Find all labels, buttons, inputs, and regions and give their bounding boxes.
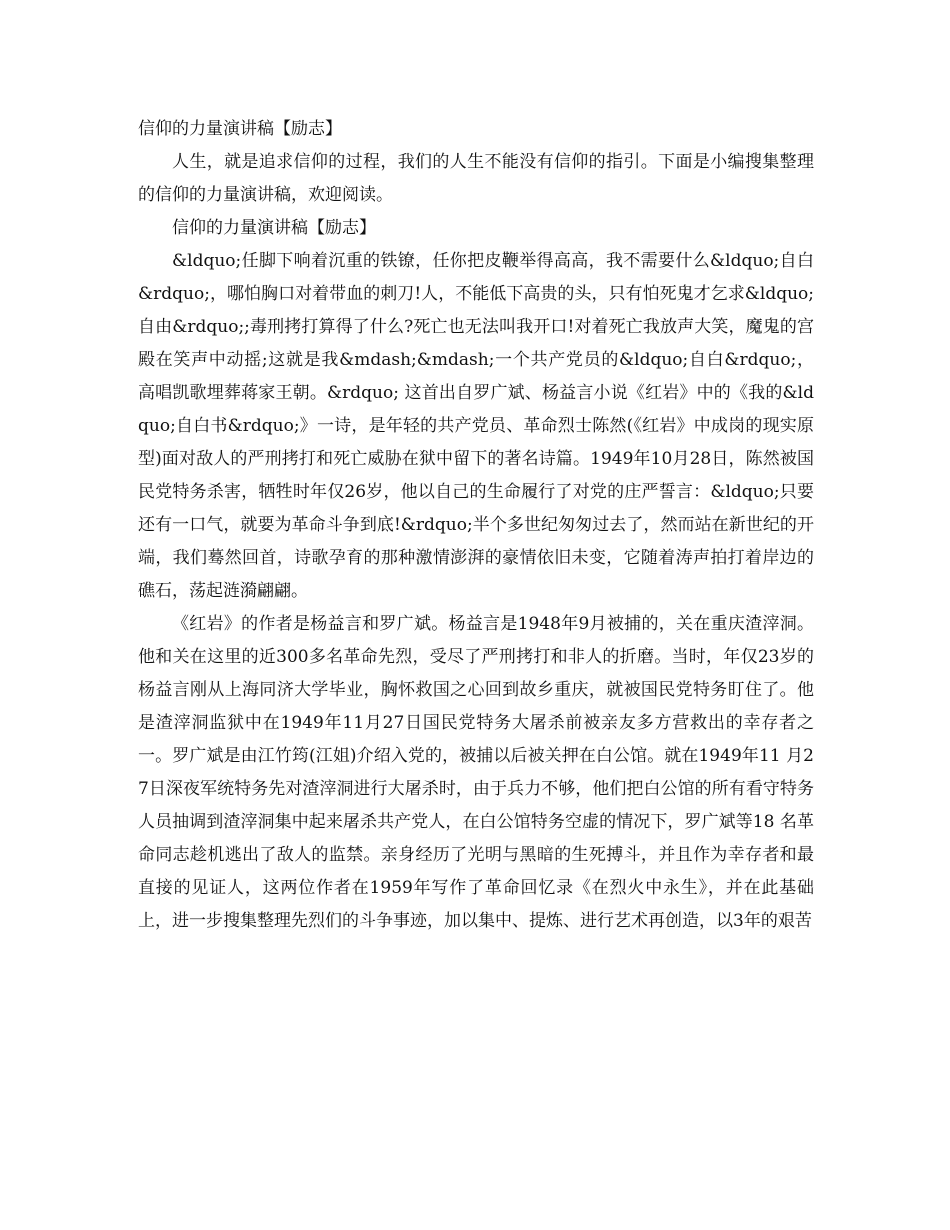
paragraph-authors: 《红岩》的作者是杨益言和罗广斌。杨益言是1948年9月被捕的，关在重庆渣滓洞。他和关在这里的近300多名革命先烈，受尽了严刑拷打和非人的折磨。当时，年仅23岁的杨益言刚从上海同济大学毕业，胸怀救国之心回到故乡重庆，就被国民党特务盯住了。他是渣滓洞监狱中在1949年11月27日国民党特务大屠杀前被亲友多方营救出的幸存者之一。罗广斌是由江竹筠(江姐)介绍入党的，被捕以后被关押在白公馆。就在1949年11 月27日深夜军统特务先对渣滓洞进行大屠杀时，由于兵力不够，他们把白公馆的所有看守特务人员抽调到渣滓洞集中起来屠杀共产党人，在白公馆特务空虚的情况下，罗广斌等18 名革命同志趁机逃出了敌人的监禁。亲身经历了光明与黑暗的生死搏斗，并且作为幸存者和最直接的见证人，这两位作者在1959年写作了革命回忆录《在烈火中永生》，并在此基础上，进一步搜集整理先烈们的斗争事迹，加以集中、提炼、进行艺术再创造，以3年的艰苦: [138, 614, 814, 931]
paragraph-subtitle: 信仰的力量演讲稿【励志】: [172, 218, 376, 238]
document-body: [138, 113, 814, 938]
document-title: 信仰的力量演讲稿【励志】: [138, 119, 342, 139]
paragraph-intro: 人生，就是追求信仰的过程，我们的人生不能没有信仰的指引。下面是小编搜集整理的信仰的力量演讲稿，欢迎阅读。: [138, 152, 814, 205]
paragraph-poem: &ldquo;任脚下响着沉重的铁镣，任你把皮鞭举得高高，我不需要什么&ldquo;自白&rdquo;，哪怕胸口对着带血的刺刀!人，不能低下高贵的头，只有怕死鬼才乞求&ldquo;自由&rdquo;;毒刑拷打算得了什么?死亡也无法叫我开口!对着死亡我放声大笑，魔鬼的宫殿在笑声中动摇;这就是我&mdash;&mdash;一个共产党员的&ldquo;自白&rdquo;，高唱凯歌埋葬蒋家王朝。&rdquo; 这首出自罗广斌、杨益言小说《红岩》中的《我的&ldquo;自白书&rdquo;》一诗，是年轻的共产党员、革命烈士陈然(《红岩》中成岗的现实原型)面对敌人的严刑拷打和死亡威胁在狱中留下的著名诗篇。1949年10月28日，陈然被国民党特务杀害，牺牲时年仅26岁，他以自己的生命履行了对党的庄严誓言：&ldquo;只要还有一口气，就要为革命斗争到底!&rdquo;半个多世纪匆匆过去了，然而站在新世纪的开端，我们蓦然回首，诗歌孕育的那种激情澎湃的豪情依旧未变，它随着涛声拍打着岸边的礁石，荡起涟漪翩翩。: [138, 251, 814, 601]
